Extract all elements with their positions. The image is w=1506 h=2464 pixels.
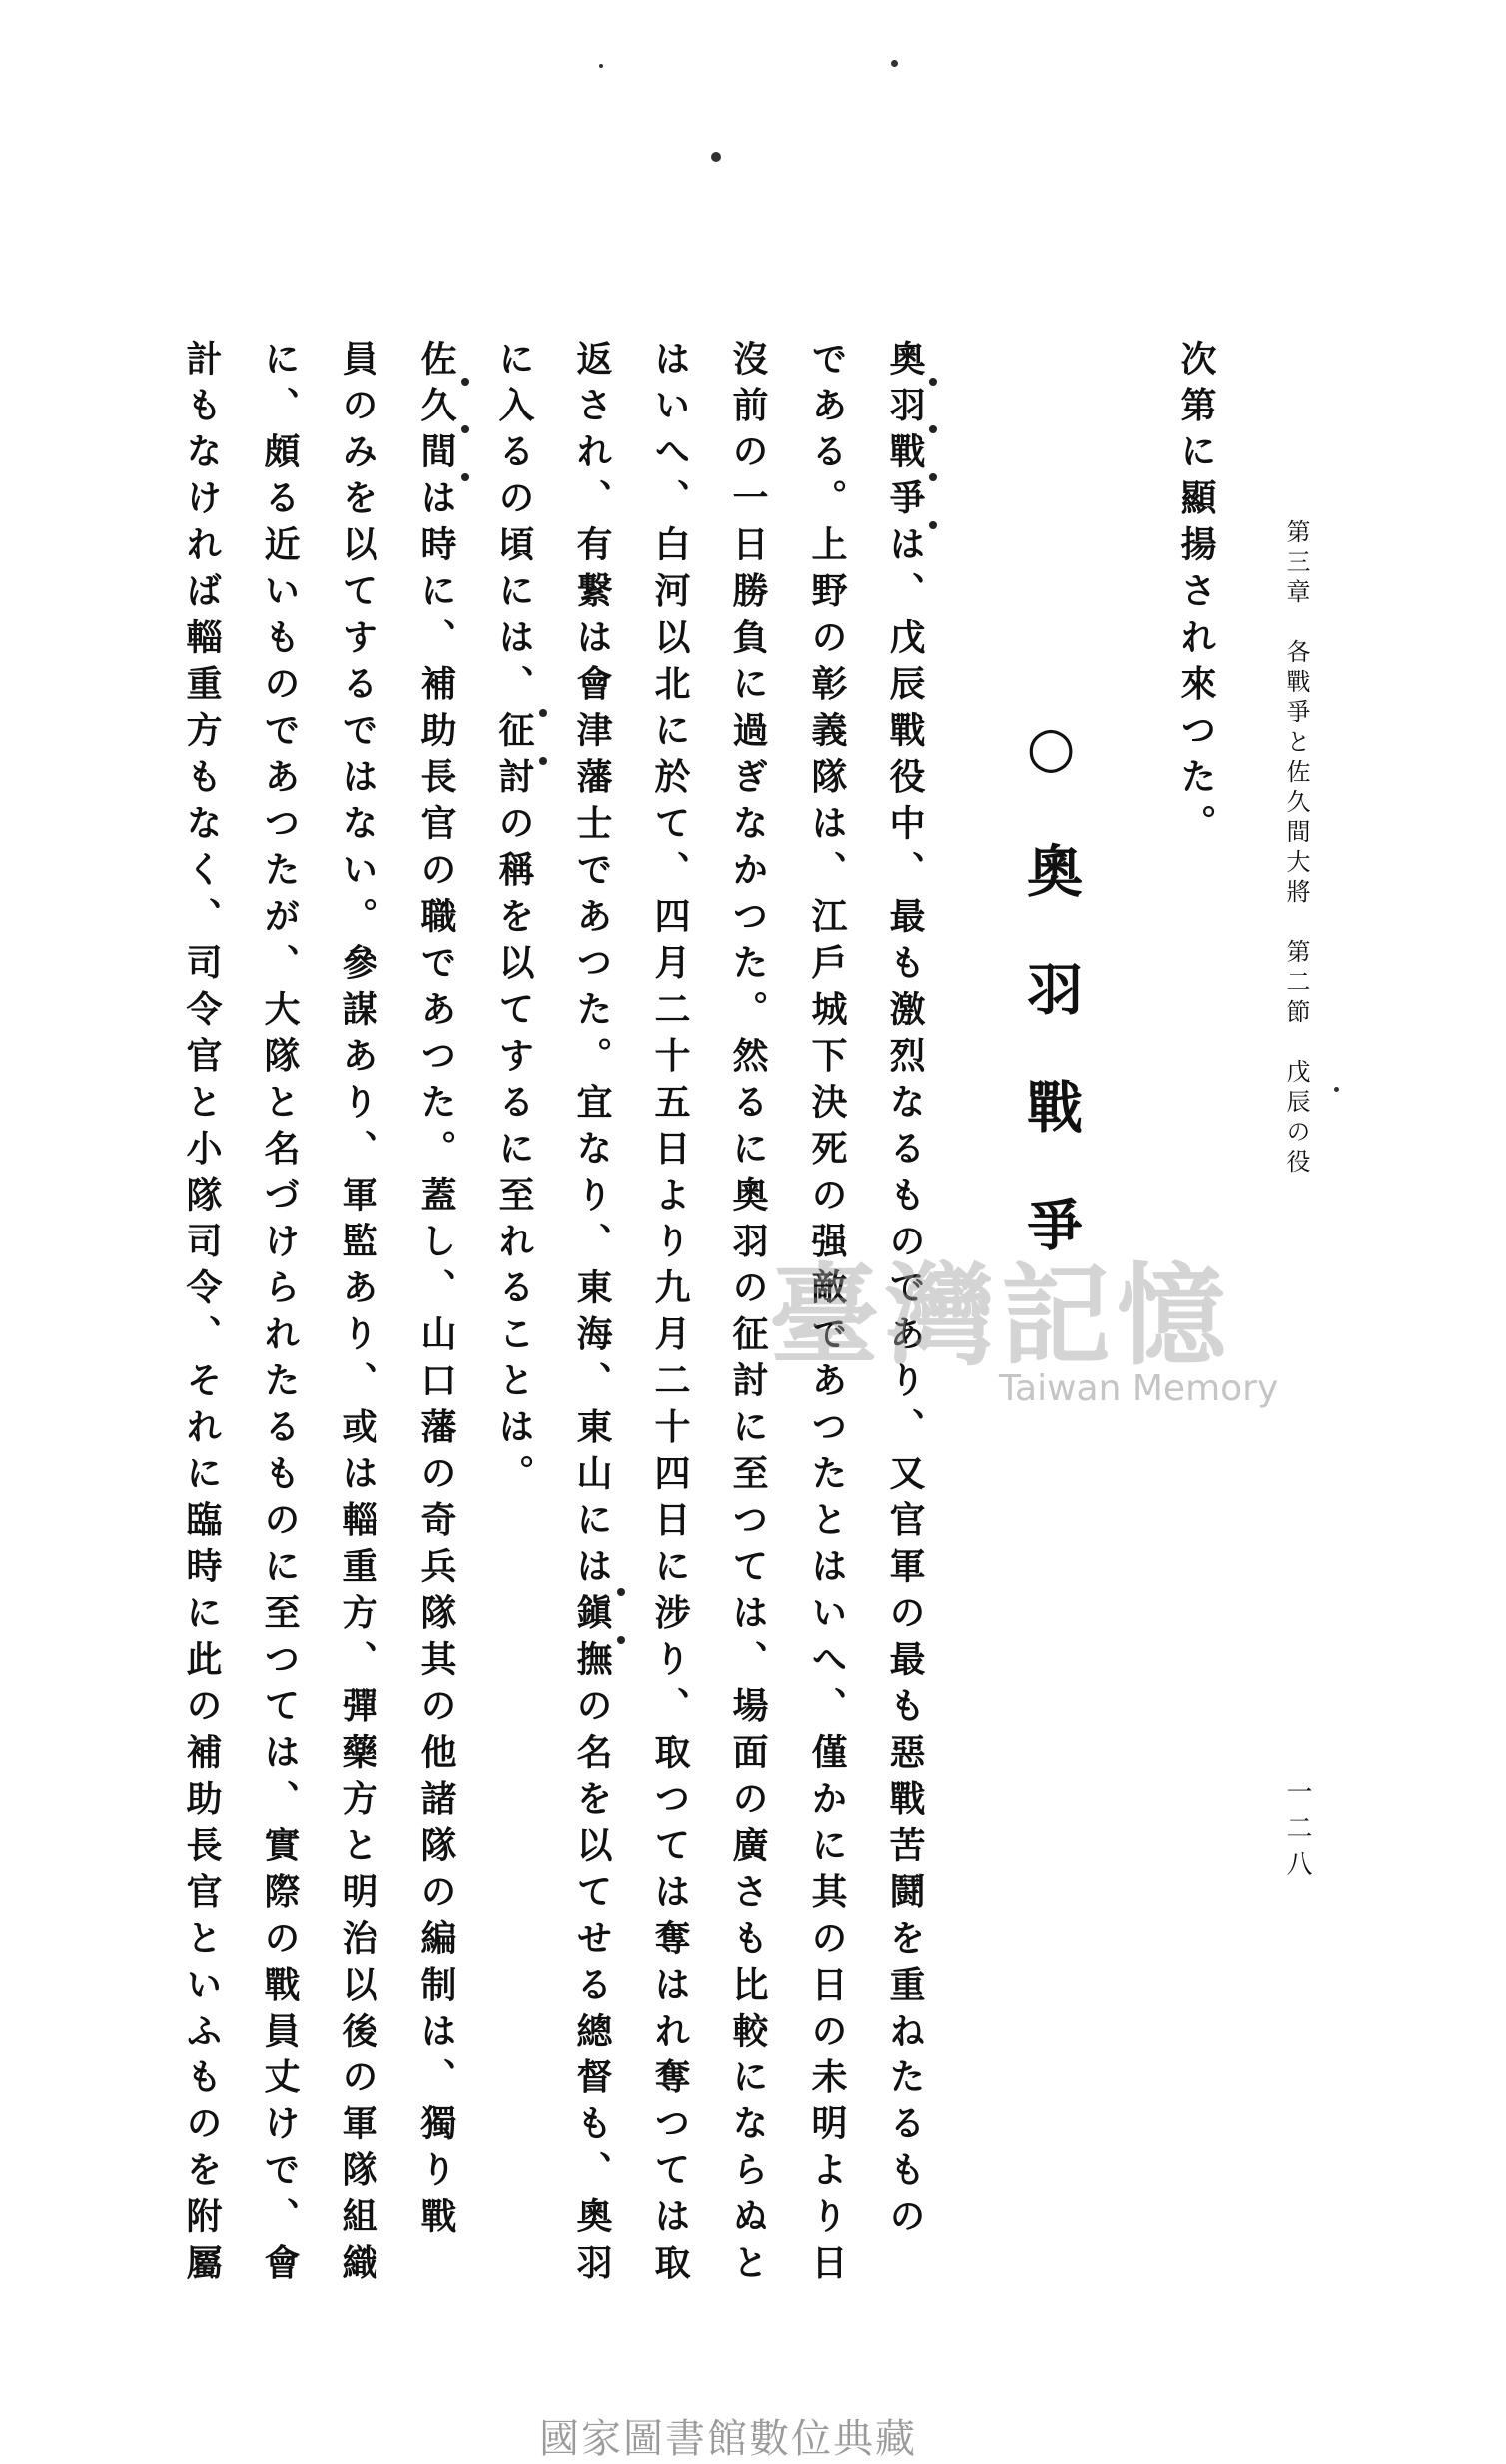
body-line: 沒前の一日勝負に過ぎなかつた。然るに奧羽の征討に至つては、場面の廣さも比較にならぬと [727,340,769,2290]
emphasis-dot [929,425,937,433]
body-line: 員のみを以てするではない。參謀あり、軍監あり、或は輜重方、彈藥方と明治以後の軍隊組織 [337,340,378,2290]
footer-credit: 國家圖書館數位典藏 [539,2416,917,2462]
running-head: 第三章 各戰爭と佐久間大將 第二節 戊辰の役 [1282,519,1310,1179]
body-line: 次第に顯揚され來つた。 [1175,340,1217,851]
scan-speck [1334,1087,1339,1092]
body-line: 計もなければ輜重方もなく、司令官と小隊司令、それに臨時に此の補助長官といふものを附屬 [181,340,223,2290]
emphasis-dot [539,709,547,717]
scan-speck [711,152,721,162]
emphasis-dot [929,521,937,529]
emphasis-dot [929,378,937,386]
emphasis-dot [461,425,469,433]
body-line: に入るの頃には、征討の稱を以てするに至れることは。 [493,340,535,1501]
body-line: である。上野の彰義隊は、江戶城下決死の强敵であつたとはいへ、僅かに其の日の未明より日 [806,340,848,2290]
page-number: 一二八 [1282,1778,1312,1886]
section-title: ○奧羽戰爭 [1018,714,1084,1313]
emphasis-dot [461,378,469,386]
body-line: 佐久間は時に、補助長官の職であつた。蓋し、山口藩の奇兵隊其の他諸隊の編制は、獨り戰 [415,340,457,2244]
emphasis-dot [617,1588,625,1596]
scan-speck [891,60,898,67]
watermark-subtitle: Taiwan Memory [999,1368,1279,1409]
body-line: 奧羽戰爭は、戊辰戰役中、最も激烈なるものであり、又官軍の最も惡戰苦鬪を重ねたるもの [884,340,926,2244]
body-line: はいへ、白河以北に於て、四月二十五日より九月二十四日に涉り、取つては奪はれ奪つては取 [649,340,691,2290]
emphasis-dot [929,473,937,481]
watermark-logo: 臺灣記憶 [769,1251,1232,1380]
body-line: に、頗る近いものであつたが、大隊と名づけられたるものに至つては、實際の戰員丈けで、會 [259,340,301,2290]
emphasis-dot [461,473,469,481]
emphasis-dot [617,1636,625,1644]
scan-speck [599,64,603,68]
emphasis-dot [539,757,547,765]
body-line: 返され、有繋は會津藩士であつた。宜なり、東海、東山には鎭撫の名を以てせる總督も、奧羽 [571,340,613,2290]
